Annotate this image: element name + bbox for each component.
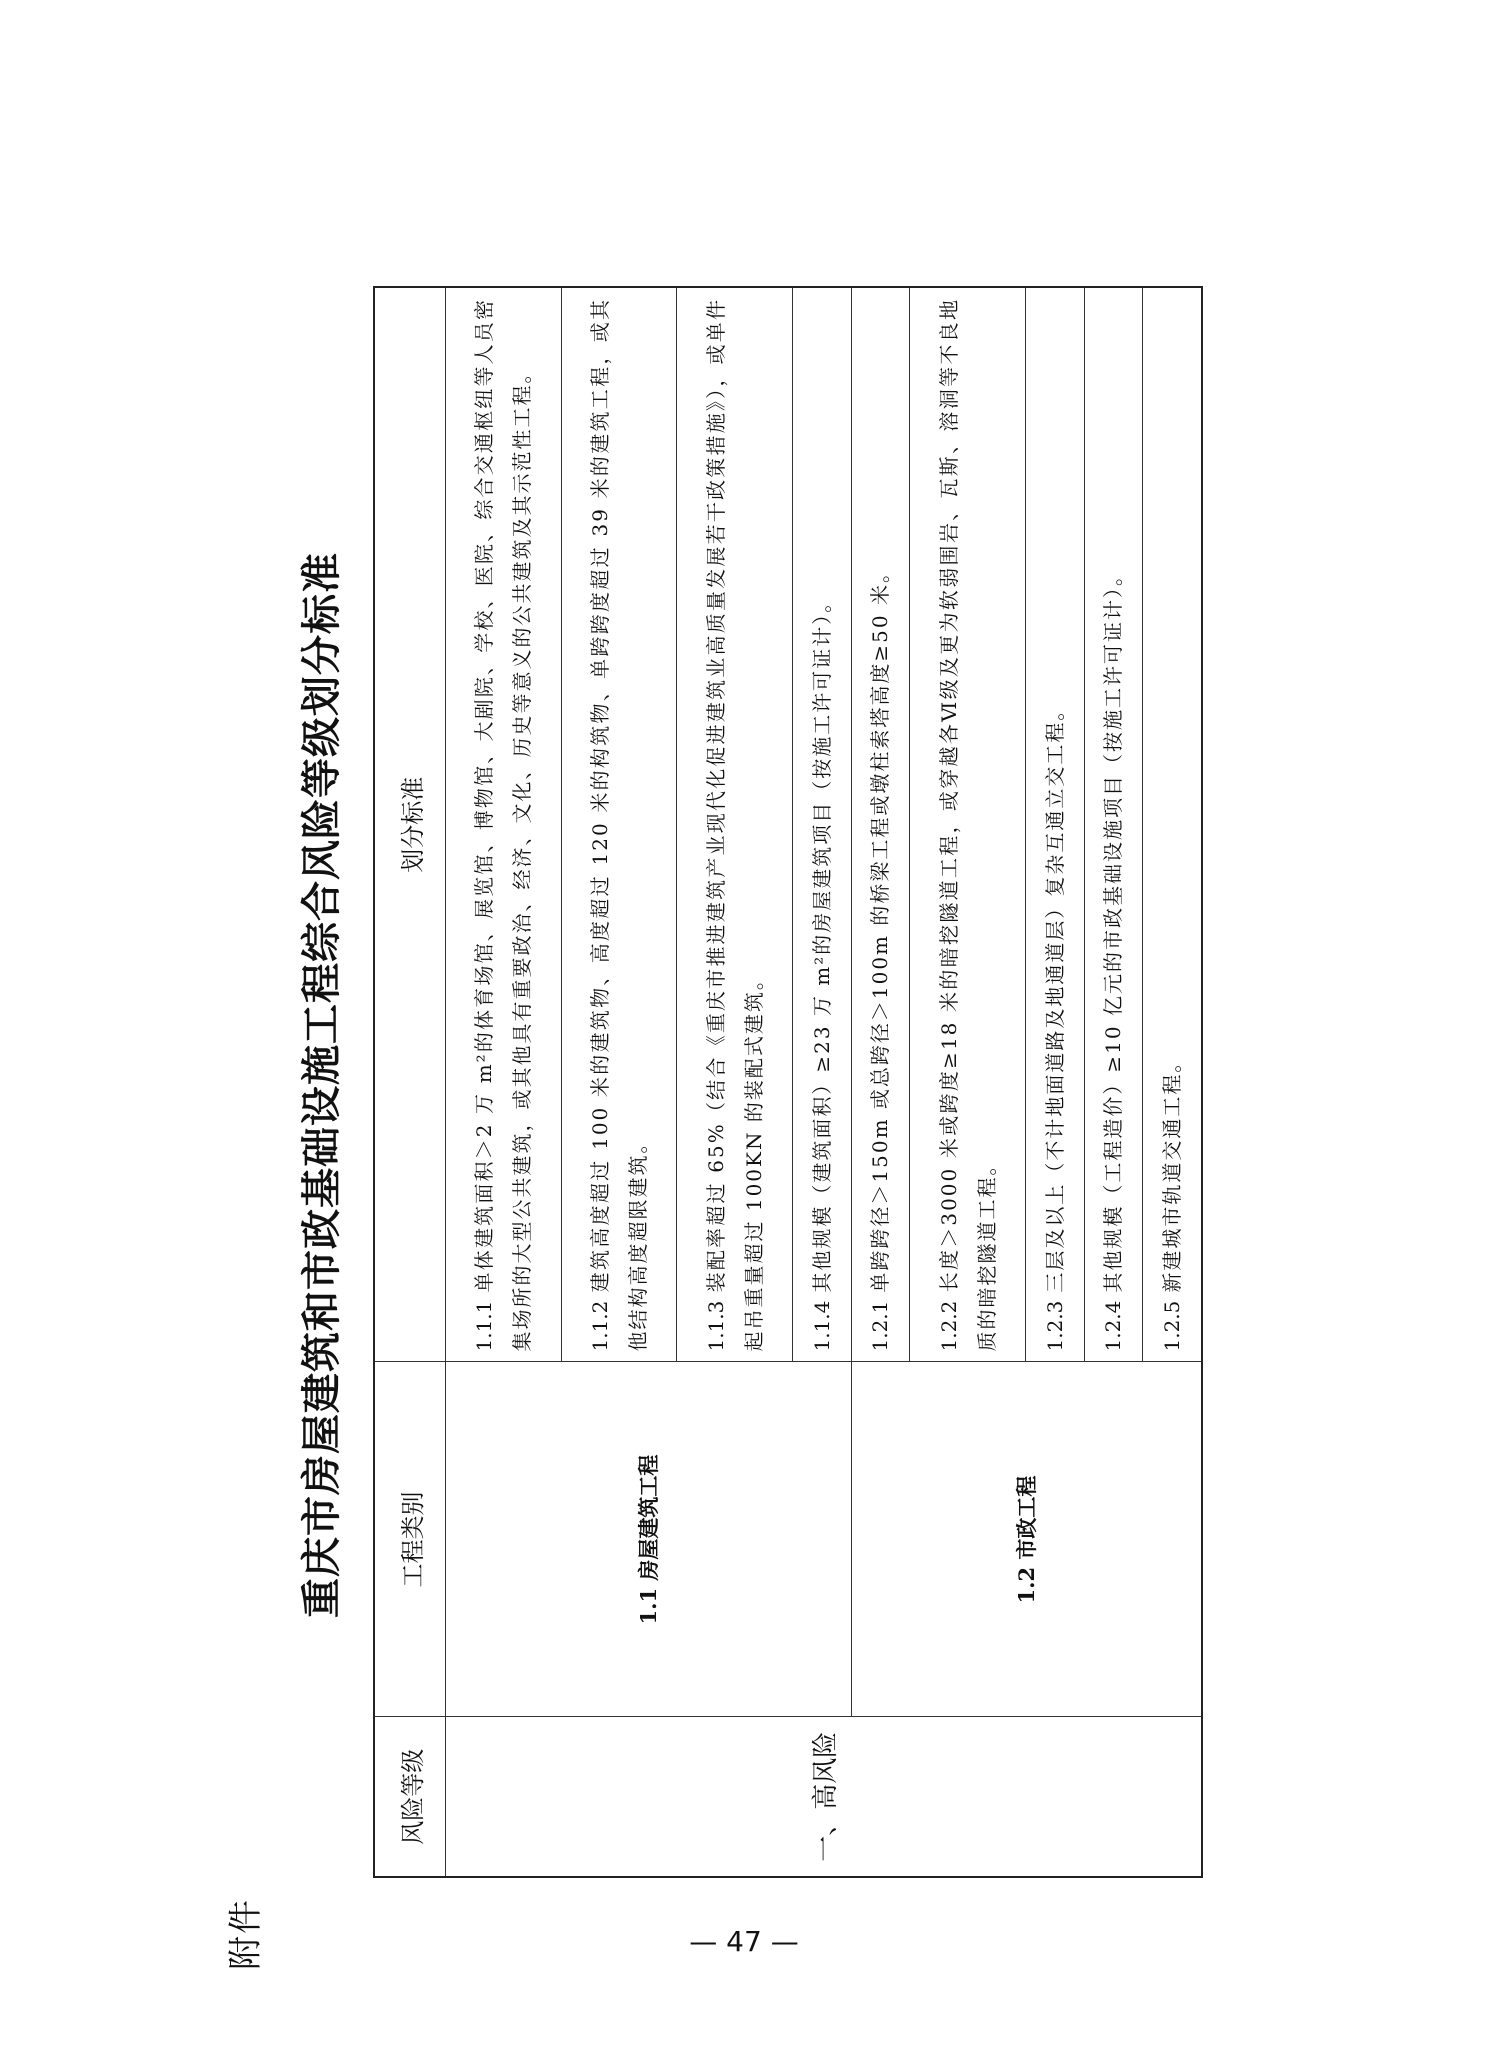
item-text: 新建城市轨道交通工程。 (1160, 1050, 1185, 1293)
standard-cell (1143, 287, 1202, 1362)
item-text: 长度＞3000 米或跨度≥18 米的暗挖隧道工程，或穿越各Ⅵ级及更为软弱围岩、瓦斯、溶洞等不良地质的暗挖隧道工程。 (936, 298, 999, 1352)
header-project-category: 工程类别 (374, 1362, 446, 1717)
item-text: 装配率超过 65%（结合《重庆市推进建筑产业现代化促进建筑业高质量发展若干政策措施》），或单件起吊重量超过 100KN 的装配式建筑。 (703, 298, 766, 1352)
item-code: 1.1.1 (472, 1300, 497, 1352)
standard-cell (1025, 287, 1084, 1362)
item-text: 其他规模（建筑面积）≥23 万 m²的房屋建筑项目（按施工许可证计）。 (809, 590, 834, 1293)
document-title: 重庆市房屋建筑和市政基础设施工程综合风险等级划分标准 (298, 552, 345, 1618)
standard-cell (910, 287, 1026, 1362)
standard-cell (1084, 287, 1143, 1362)
item-code: 1.1.2 (588, 1300, 613, 1352)
risk-standard-table (373, 286, 1203, 1878)
category-cell-1-2: 1.2 市政工程 (851, 1362, 1202, 1717)
item-text: 三层及以上（不计地面道路及地通道层）复杂互通立交工程。 (1042, 698, 1067, 1293)
item-code: 1.2.3 (1042, 1300, 1067, 1352)
category-cell-1-1: 1.1 房屋建筑工程 (446, 1362, 852, 1717)
rotated-page (198, 190, 1403, 1980)
item-code: 1.1.3 (703, 1300, 728, 1352)
item-text: 其他规模（工程造价）≥10 亿元的市政基础设施项目（按施工许可证计）。 (1101, 564, 1126, 1293)
standard-cell (446, 287, 562, 1362)
table-row (446, 287, 562, 1877)
attachment-label: 附件 (226, 1898, 266, 1970)
standard-cell (793, 287, 852, 1362)
item-code: 1.2.5 (1160, 1300, 1185, 1352)
table-header-row (374, 287, 446, 1877)
item-text: 单跨跨径＞150m 或总跨径＞100m 的桥梁工程或墩柱索塔高度≥50 米。 (868, 561, 893, 1293)
item-code: 1.2.1 (868, 1300, 893, 1352)
standard-cell (851, 287, 910, 1362)
standard-cell (677, 287, 793, 1362)
table-row (851, 287, 910, 1877)
header-standard: 划分标准 (374, 287, 446, 1362)
page-number: — 47 — (689, 1925, 799, 1958)
item-code: 1.1.4 (809, 1300, 834, 1352)
risk-level-cell: 一、高风险 (446, 1717, 1203, 1877)
item-code: 1.2.4 (1101, 1300, 1126, 1352)
header-risk-level: 风险等级 (374, 1717, 446, 1877)
standard-cell (561, 287, 677, 1362)
item-text: 单体建筑面积＞2 万 m²的体育场馆、展览馆、博物馆、大剧院、学校、医院、综合交通枢纽等人员密集场所的大型公共建筑，或其他具有重要政治、经济、文化、历史等意义的公共建筑及其示范性工程。 (472, 298, 535, 1352)
item-text: 建筑高度超过 100 米的建筑物、高度超过 120 米的构筑物、单跨跨度超过 39 米的建筑工程，或其他结构高度超限建筑。 (588, 298, 651, 1352)
item-code: 1.2.2 (936, 1300, 961, 1352)
